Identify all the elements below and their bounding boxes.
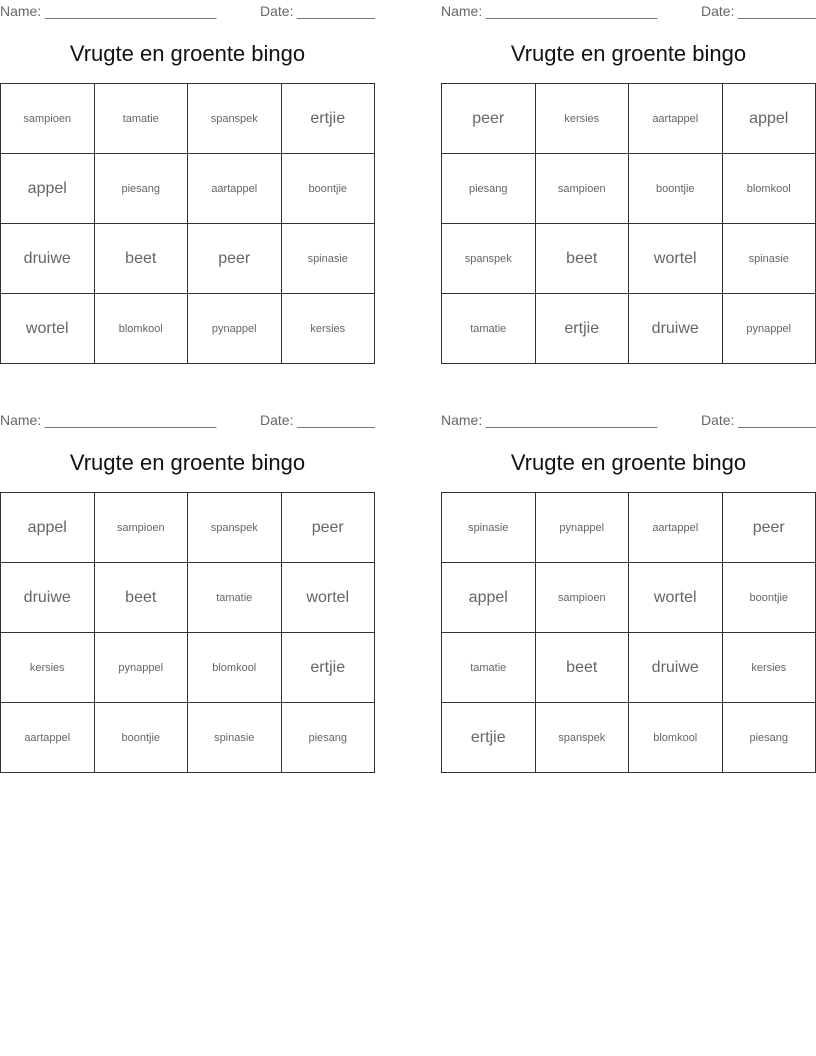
bingo-cell: wortel	[282, 563, 376, 633]
bingo-cell: sampioen	[1, 84, 95, 154]
bingo-cell: spanspek	[442, 224, 536, 294]
bingo-cell: spinasie	[442, 493, 536, 563]
bingo-grid	[0, 492, 375, 773]
bingo-cell: beet	[95, 563, 189, 633]
bingo-cell: pynappel	[723, 294, 816, 364]
bingo-cell: druiwe	[1, 224, 95, 294]
bingo-cell: kersies	[536, 84, 630, 154]
bingo-cell: piesang	[282, 703, 376, 773]
bingo-cell: blomkool	[188, 633, 282, 703]
name-field-line: ______________________	[45, 3, 217, 19]
date-field-line: __________	[297, 412, 375, 428]
bingo-cell: wortel	[1, 294, 95, 364]
bingo-cell: boontjie	[282, 154, 376, 224]
bingo-cell: kersies	[282, 294, 376, 364]
bingo-cell: spanspek	[188, 84, 282, 154]
bingo-cell: kersies	[723, 633, 816, 703]
bingo-cell: appel	[1, 154, 95, 224]
bingo-cell: druiwe	[1, 563, 95, 633]
bingo-cell: tamatie	[95, 84, 189, 154]
name-date-fields	[441, 2, 816, 20]
bingo-cell: beet	[536, 224, 630, 294]
date-label: Date:	[260, 412, 294, 428]
bingo-cell: wortel	[629, 224, 723, 294]
bingo-cell: beet	[95, 224, 189, 294]
bingo-cell: appel	[1, 493, 95, 563]
bingo-cell: pynappel	[536, 493, 630, 563]
bingo-grid	[441, 492, 816, 773]
bingo-cell: appel	[723, 84, 816, 154]
card-title: Vrugte en groente bingo	[510, 450, 747, 475]
bingo-cell: peer	[188, 224, 282, 294]
name-date-fields	[0, 2, 375, 20]
bingo-cell: aartappel	[1, 703, 95, 773]
name-label: Name:	[441, 3, 483, 19]
bingo-cell: blomkool	[723, 154, 816, 224]
bingo-cell: wortel	[629, 563, 723, 633]
bingo-cell: pynappel	[188, 294, 282, 364]
bingo-card-1	[0, 0, 375, 365]
card-title: Vrugte en groente bingo	[69, 450, 306, 475]
bingo-grid	[0, 83, 375, 364]
bingo-cell: spinasie	[282, 224, 376, 294]
bingo-grid	[441, 83, 816, 364]
bingo-cell: aartappel	[629, 84, 723, 154]
date-label: Date:	[260, 3, 294, 19]
bingo-card-3	[0, 409, 375, 774]
bingo-cell: piesang	[723, 703, 816, 773]
bingo-cell: ertjie	[442, 703, 536, 773]
name-label: Name:	[441, 412, 483, 428]
bingo-cell: ertjie	[282, 84, 376, 154]
bingo-cell: appel	[442, 563, 536, 633]
name-label: Name:	[0, 3, 42, 19]
bingo-cell: tamatie	[188, 563, 282, 633]
bingo-cell: sampioen	[95, 493, 189, 563]
name-label: Name:	[0, 412, 42, 428]
bingo-cell: blomkool	[629, 703, 723, 773]
bingo-cell: spinasie	[188, 703, 282, 773]
bingo-cell: ertjie	[536, 294, 630, 364]
date-field-line: __________	[297, 3, 375, 19]
bingo-cell: boontjie	[629, 154, 723, 224]
bingo-cell: sampioen	[536, 154, 630, 224]
bingo-cell: piesang	[95, 154, 189, 224]
bingo-cell: tamatie	[442, 633, 536, 703]
bingo-cell: druiwe	[629, 633, 723, 703]
bingo-cell: spanspek	[536, 703, 630, 773]
date-field-line: __________	[738, 3, 816, 19]
bingo-cell: aartappel	[188, 154, 282, 224]
bingo-cell: piesang	[442, 154, 536, 224]
date-label: Date:	[701, 3, 735, 19]
bingo-cell: blomkool	[95, 294, 189, 364]
bingo-card-2	[441, 0, 816, 365]
date-label: Date:	[701, 412, 735, 428]
card-title: Vrugte en groente bingo	[510, 41, 747, 66]
name-field-line: ______________________	[486, 412, 658, 428]
name-date-fields	[441, 411, 816, 429]
name-field-line: ______________________	[486, 3, 658, 19]
date-field-line: __________	[738, 412, 816, 428]
bingo-cell: boontjie	[95, 703, 189, 773]
card-title: Vrugte en groente bingo	[69, 41, 306, 66]
name-date-fields	[0, 411, 375, 429]
bingo-cell: pynappel	[95, 633, 189, 703]
bingo-cell: peer	[723, 493, 816, 563]
bingo-cell: peer	[282, 493, 376, 563]
bingo-cell: spanspek	[188, 493, 282, 563]
bingo-card-4	[441, 409, 816, 774]
bingo-cell: peer	[442, 84, 536, 154]
bingo-cell: tamatie	[442, 294, 536, 364]
bingo-cell: boontjie	[723, 563, 816, 633]
bingo-cell: druiwe	[629, 294, 723, 364]
bingo-cell: beet	[536, 633, 630, 703]
bingo-cell: sampioen	[536, 563, 630, 633]
bingo-cell: ertjie	[282, 633, 376, 703]
bingo-cell: kersies	[1, 633, 95, 703]
bingo-cell: spinasie	[723, 224, 816, 294]
bingo-cell: aartappel	[629, 493, 723, 563]
name-field-line: ______________________	[45, 412, 217, 428]
